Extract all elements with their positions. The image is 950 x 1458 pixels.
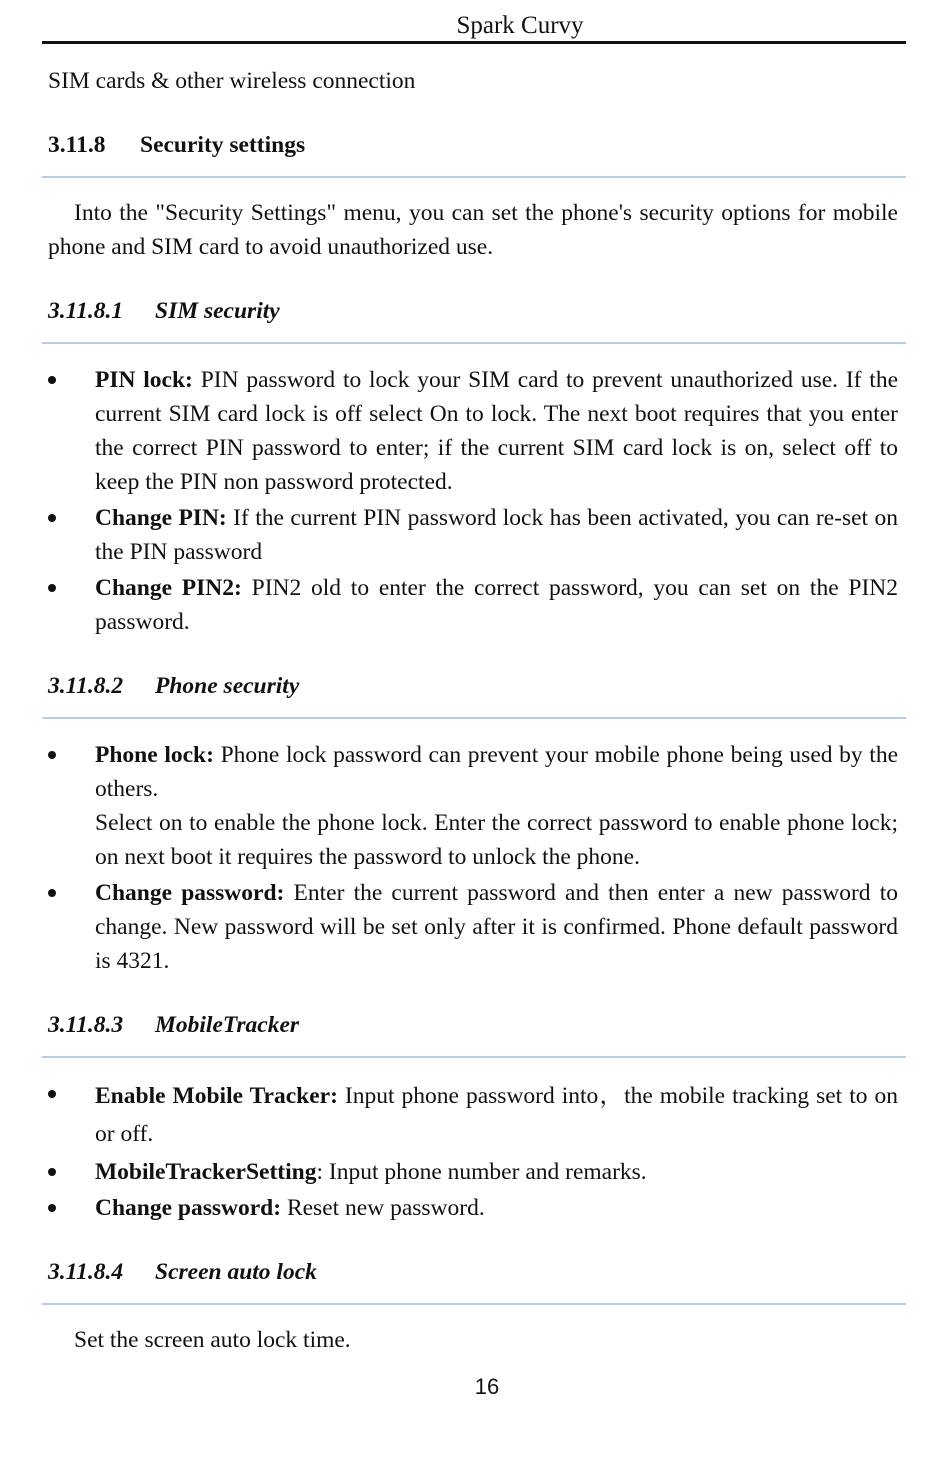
- subsection-title: MobileTracker: [155, 1012, 300, 1038]
- subsection-number: 3.11.8.3: [48, 1012, 124, 1038]
- item-text: : Input phone number and remarks.: [316, 1159, 647, 1185]
- section-mobile-tracker: [48, 1008, 898, 1225]
- subsection-heading: [48, 1008, 898, 1042]
- bullet-list: [48, 363, 898, 639]
- page-body: [48, 64, 898, 1357]
- item-label: Phone lock:: [95, 742, 214, 768]
- item-text: If the current PIN password lock has been activated, you can re-set on the PIN password: [95, 505, 898, 565]
- heading-divider: [42, 1303, 906, 1305]
- section-number: 3.11.8: [48, 132, 106, 158]
- bullet-icon: [48, 1168, 56, 1176]
- bullet-list: [48, 1077, 898, 1225]
- subsection-heading: [48, 1255, 898, 1289]
- item-label: MobileTrackerSetting: [95, 1159, 317, 1185]
- list-item: [48, 876, 898, 978]
- item-label: Change PIN:: [95, 505, 227, 531]
- list-item: [48, 738, 898, 874]
- section-title: Security settings: [140, 132, 306, 158]
- item-text: PIN password to lock your SIM card to prevent unauthorized use. If the current SIM card lock is off select On to lock. The next boot requires that you enter the correct PIN password to enter; if the current SIM card lock is on, select off to keep the PIN non password protected.: [95, 367, 899, 495]
- item-label: Change password:: [95, 1195, 282, 1221]
- list-item: [48, 363, 898, 499]
- document-title: Spark Curvy: [456, 12, 584, 39]
- subsection-title: SIM security: [155, 298, 280, 324]
- subsection-heading: [48, 294, 898, 328]
- heading-divider: [42, 342, 906, 344]
- bullet-icon: [48, 1090, 56, 1098]
- item-label: Change PIN2:: [95, 575, 242, 601]
- item-text: Input phone password into，the mobile tracking set to on or off.: [95, 1083, 898, 1147]
- list-item: [48, 1191, 898, 1225]
- bullet-icon: [48, 751, 56, 759]
- page-number-label: 16: [474, 1374, 500, 1399]
- heading-divider: [42, 717, 906, 719]
- heading-divider: [42, 176, 906, 178]
- section-paragraph: Into the "Security Settings" menu, you can set the phone's security options for mobile phone and SIM card to avoid unauthorized use.: [48, 200, 898, 260]
- subsection-title: Screen auto lock: [155, 1259, 317, 1285]
- item-text: Reset new password.: [281, 1195, 485, 1221]
- section-paragraph: Set the screen auto lock time.: [74, 1327, 351, 1353]
- bullet-icon: [48, 376, 56, 384]
- section-screen-auto-lock: [48, 1255, 898, 1357]
- section-security-settings: [48, 128, 898, 264]
- running-header: [0, 10, 950, 42]
- bullet-list: [48, 738, 898, 978]
- bullet-icon: [48, 514, 56, 522]
- bullet-icon: [48, 1204, 56, 1212]
- item-extra-text: Select on to enable the phone lock. Enter the correct password to enable phone lock; on next boot it requires the password to unlock the phone.: [95, 810, 898, 870]
- section-sim-security: [48, 294, 898, 639]
- item-text: PIN2 old to enter the correct password, you can set on the PIN2 password.: [95, 575, 898, 635]
- subsection-number: 3.11.8.2: [48, 673, 124, 699]
- subsection-heading: [48, 669, 898, 703]
- heading-divider: [42, 1056, 906, 1058]
- list-item: [48, 1155, 898, 1189]
- subsection-number: 3.11.8.4: [48, 1259, 124, 1285]
- intro-line: SIM cards & other wireless connection: [48, 68, 416, 94]
- section-phone-security: [48, 669, 898, 978]
- item-text: Enter the current password and then enter a new password to change. New password will be set only after it is confirmed. Phone default password is 4321.: [95, 880, 898, 974]
- list-item: [48, 1077, 898, 1153]
- bullet-icon: [48, 584, 56, 592]
- list-item: [48, 571, 898, 639]
- section-heading: [48, 128, 898, 162]
- item-label: Change password:: [95, 880, 285, 906]
- subsection-number: 3.11.8.1: [48, 298, 124, 324]
- page-number: [0, 1372, 950, 1402]
- list-item: [48, 501, 898, 569]
- item-label: PIN lock:: [95, 367, 193, 393]
- header-divider: [42, 41, 906, 44]
- item-label: Enable Mobile Tracker:: [95, 1083, 338, 1109]
- item-text: Phone lock password can prevent your mobile phone being used by the others.: [95, 742, 899, 802]
- bullet-icon: [48, 889, 56, 897]
- subsection-title: Phone security: [155, 673, 300, 699]
